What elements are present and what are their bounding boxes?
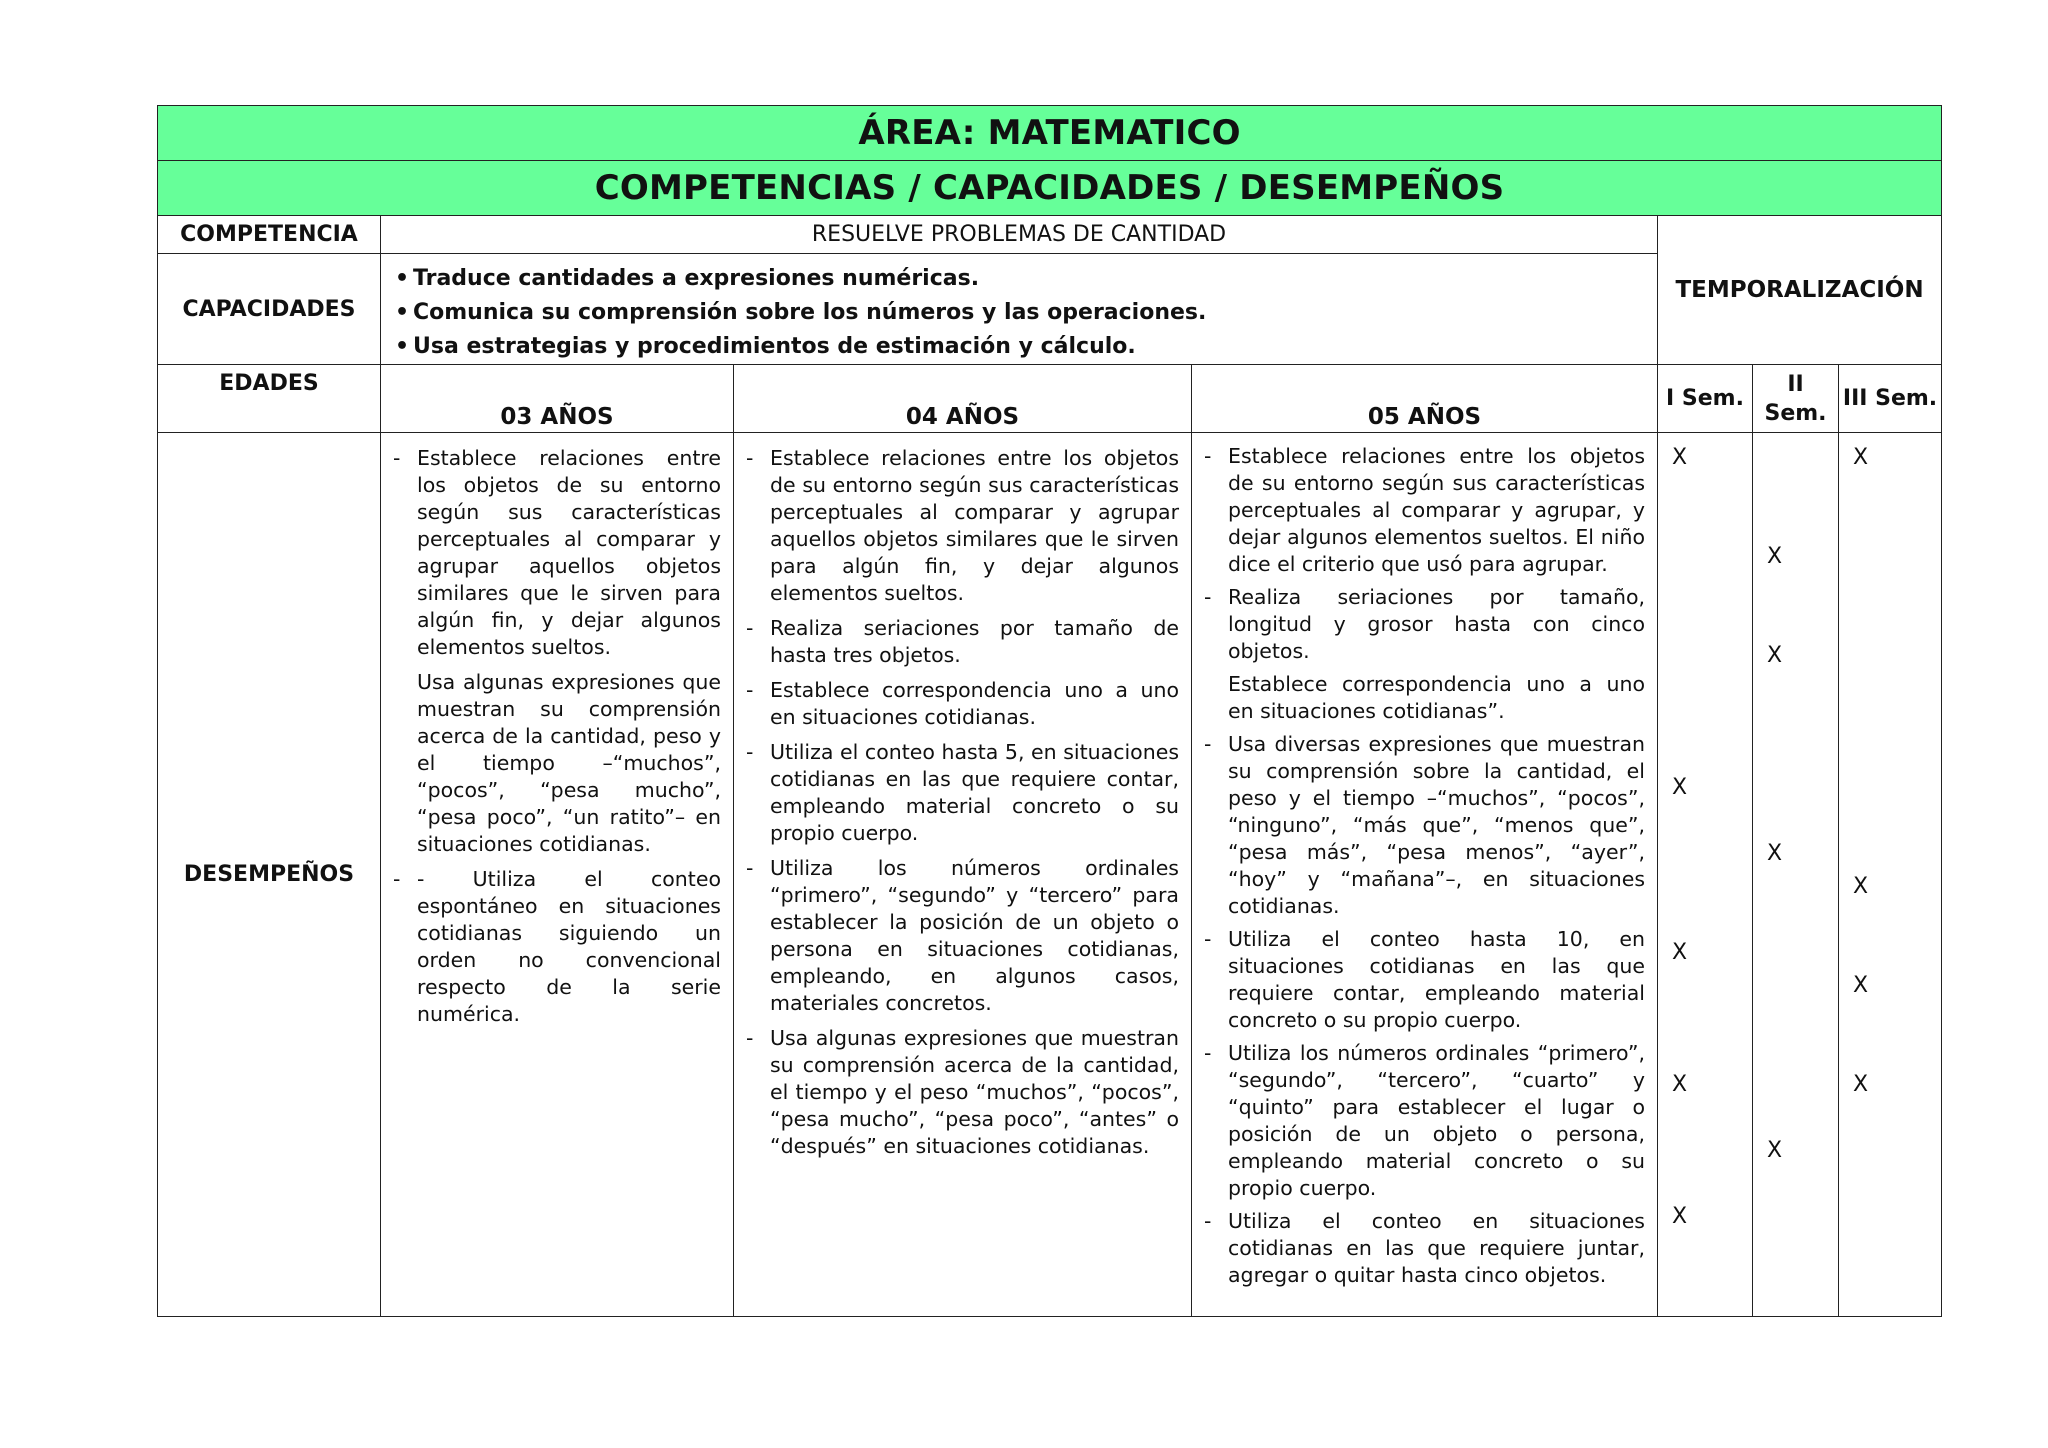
desempeno-text: Utiliza los números ordinales “primero”, “segundo” y “tercero” para establecer la posición de un objeto o persona en situaciones cotidianas, empleando, en algunos casos, materiales concretos. <box>770 856 1179 1015</box>
dash-marker: - <box>1204 444 1212 468</box>
desempeno-item <box>1202 926 1645 1034</box>
x-mark: X <box>1767 841 1783 866</box>
x-mark: X <box>1853 874 1869 899</box>
desempeno-text: Usa diversas expresiones que muestran su comprensión sobre la cantidad, el peso y el tiempo –“muchos”, “pocos”, “ninguno”, “más que”, “menos que”, “pesa más”, “pesa menos”, “ayer”, “hoy” y “mañana”–, en situaciones cotidianas. <box>1228 732 1645 918</box>
document-sheet <box>157 105 1941 1317</box>
desempeno-text: Utiliza el conteo hasta 5, en situaciones cotidianas en las que requiere contar, empleando material concreto o su propio cuerpo. <box>770 740 1179 845</box>
capacidades-list <box>395 262 1643 364</box>
desempeno-item <box>744 739 1179 847</box>
capacidades-list-cell <box>381 254 1658 365</box>
dash-marker: - <box>746 446 754 470</box>
desempeno-item <box>1202 1040 1645 1202</box>
x-mark: X <box>1853 1072 1869 1097</box>
dash-marker: - <box>746 678 754 702</box>
dash-marker: - <box>1204 585 1212 609</box>
age-4-header: 04 AÑOS <box>734 365 1192 433</box>
desempeno-text: Usa algunas expresiones que muestran su comprensión acerca de la cantidad, peso y el tiempo –“muchos”, “pocos”, “pesa mucho”, “pesa poco”, “un ratito”– en situaciones cotidianas. <box>417 670 721 856</box>
age-3-desempenos <box>381 433 734 1317</box>
desempeno-text: - Utiliza el conteo espontáneo en situaciones cotidianas siguiendo un orden no convencional respecto de la serie numérica. <box>417 867 721 1026</box>
dash-marker: - <box>746 1026 754 1050</box>
dash-marker: - <box>746 740 754 764</box>
desempeno-item <box>744 1025 1179 1160</box>
x-mark: X <box>1672 1204 1688 1229</box>
capacidad-item: • Traduce cantidades a expresiones numéricas. <box>413 262 1643 296</box>
edades-label: EDADES <box>158 365 381 433</box>
desempeno-item <box>1202 443 1645 578</box>
x-mark: X <box>1767 1138 1783 1163</box>
desempeno-text: Utiliza el conteo hasta 10, en situaciones cotidianas en las que requiere contar, empleando material concreto o su propio cuerpo. <box>1228 927 1645 1032</box>
desempeno-item <box>744 615 1179 669</box>
x-mark: X <box>1853 445 1869 470</box>
desempeno-item <box>1202 671 1645 725</box>
dash-marker: - <box>393 867 401 891</box>
age-5-desempenos <box>1192 433 1658 1317</box>
desempeno-text: Utiliza los números ordinales “primero”, “segundo”, “tercero”, “cuarto” y “quinto” para establecer el lugar o posición de un objeto o persona, empleando material concreto o su propio cuerpo. <box>1228 1041 1645 1200</box>
x-mark: X <box>1767 643 1783 668</box>
dash-marker: - <box>746 616 754 640</box>
desempeno-item <box>744 855 1179 1017</box>
x-mark: X <box>1672 775 1688 800</box>
desempeno-text: Establece relaciones entre los objetos de su entorno según sus características perceptuales al comparar y agrupar, y dejar algunos elementos sueltos. El niño dice el criterio que usó para agrupar. <box>1228 444 1645 576</box>
sem-3-marks <box>1839 433 1942 1317</box>
desempeno-text: Realiza seriaciones por tamaño de hasta tres objetos. <box>770 616 1179 667</box>
sem-2-header: II Sem. <box>1753 365 1839 433</box>
x-mark: X <box>1672 445 1688 470</box>
sem-1-header: I Sem. <box>1658 365 1753 433</box>
sem-3-header: III Sem. <box>1839 365 1942 433</box>
competencia-label: COMPETENCIA <box>158 216 381 254</box>
x-mark: X <box>1767 544 1783 569</box>
desempeno-item <box>1202 1208 1645 1289</box>
dash-marker: - <box>1204 927 1212 951</box>
dash-marker: - <box>1204 1041 1212 1065</box>
sem-2-marks <box>1753 433 1839 1317</box>
desempeno-text: Establece correspondencia uno a uno en situaciones cotidianas”. <box>1228 672 1645 723</box>
x-mark: X <box>1853 973 1869 998</box>
desempeno-text: Realiza seriaciones por tamaño, longitud y grosor hasta con cinco objetos. <box>1228 585 1645 663</box>
desempeno-item <box>744 677 1179 731</box>
desempeno-text: Establece correspondencia uno a uno en situaciones cotidianas. <box>770 678 1179 729</box>
desempenos-label: DESEMPEÑOS <box>158 433 381 1317</box>
temporalizacion-label: TEMPORALIZACIÓN <box>1658 216 1942 365</box>
desempeno-text: Utiliza el conteo en situaciones cotidianas en las que requiere juntar, agregar o quitar hasta cinco objetos. <box>1228 1209 1645 1287</box>
curriculum-table <box>157 105 1942 1317</box>
desempeno-item <box>391 866 721 1028</box>
desempeno-item <box>391 669 721 858</box>
competencia-value: RESUELVE PROBLEMAS DE CANTIDAD <box>381 216 1658 254</box>
desempeno-item <box>1202 584 1645 665</box>
capacidad-item: • Comunica su comprensión sobre los números y las operaciones. <box>413 296 1643 330</box>
capacidad-item: • Usa estrategias y procedimientos de estimación y cálculo. <box>413 330 1643 364</box>
age-4-desempenos <box>734 433 1192 1317</box>
dash-marker: - <box>746 856 754 880</box>
age-5-header: 05 AÑOS <box>1192 365 1658 433</box>
section-subtitle: COMPETENCIAS / CAPACIDADES / DESEMPEÑOS <box>158 161 1942 216</box>
x-mark: X <box>1672 1072 1688 1097</box>
x-mark: X <box>1672 940 1688 965</box>
capacidades-label: CAPACIDADES <box>158 254 381 365</box>
area-title: ÁREA: MATEMATICO <box>158 106 1942 161</box>
desempeno-item <box>1202 731 1645 920</box>
desempeno-text: Usa algunas expresiones que muestran su comprensión acerca de la cantidad, el tiempo y el peso “muchos”, “pocos”, “pesa mucho”, “pesa poco”, “antes” o “después” en situaciones cotidianas. <box>770 1026 1179 1158</box>
desempeno-item <box>744 445 1179 607</box>
age-3-header: 03 AÑOS <box>381 365 734 433</box>
dash-marker: - <box>393 446 401 470</box>
desempeno-text: Establece relaciones entre los objetos de su entorno según sus características perceptuales al comparar y agrupar aquellos objetos similares que le sirven para algún fin, y dejar algunos elementos sueltos. <box>417 446 721 659</box>
dash-marker: - <box>1204 1209 1212 1233</box>
dash-marker: - <box>1204 732 1212 756</box>
desempeno-text: Establece relaciones entre los objetos de su entorno según sus características perceptuales al comparar y agrupar aquellos objetos similares que le sirven para algún fin, y dejar algunos elementos sueltos. <box>770 446 1179 605</box>
sem-1-marks <box>1658 433 1753 1317</box>
desempeno-item <box>391 445 721 661</box>
